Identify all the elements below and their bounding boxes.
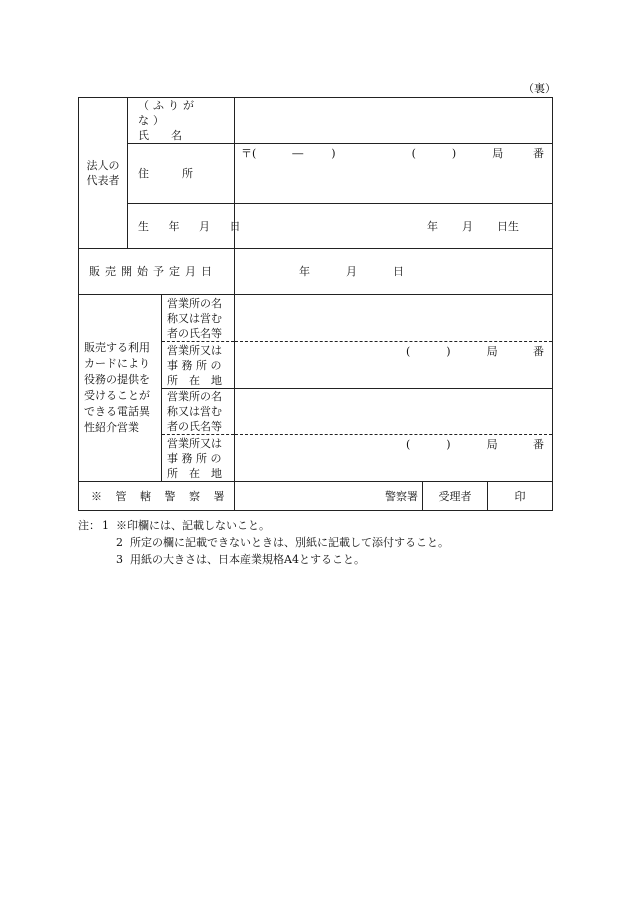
office-address-input-1[interactable] <box>235 342 553 389</box>
birth-day: 日生 <box>497 219 519 233</box>
office-address-label-1: 営業所又は 事 務 所 の 所 在 地 <box>162 342 235 389</box>
police-label: ※ 管 轄 警 察 署 <box>79 482 235 511</box>
receiver-label: 受理者 <box>438 489 472 503</box>
birth-year: 年 <box>427 219 438 233</box>
note-item-2 <box>78 534 449 551</box>
note-item-3 <box>78 551 449 568</box>
office-name-label-2: 営業所の名 称又は営む 者の氏名等 <box>162 389 235 435</box>
name-label: 氏 名 <box>138 129 182 142</box>
office-tel-open-1: ( <box>406 345 411 358</box>
name-input-cell[interactable] <box>235 98 553 144</box>
office-name-input-2[interactable] <box>235 389 553 435</box>
office-tel-kyoku-1: 局 <box>486 345 498 358</box>
postal-mark: 〒( <box>241 147 257 160</box>
birth-month: 月 <box>462 219 473 233</box>
office-address-label-2: 営業所又は 事 務 所 の 所 在 地 <box>162 435 235 482</box>
sale-start-template <box>299 264 552 279</box>
office-name-input-1[interactable] <box>235 295 553 342</box>
note-num-1: 1 <box>102 519 109 532</box>
name-label-cell <box>128 98 235 144</box>
office-tel-ban-2: 番 <box>533 438 544 451</box>
office-tel-kyoku-2: 局 <box>486 438 498 451</box>
police-station-input[interactable] <box>235 482 422 510</box>
office-tel-template-1 <box>241 344 544 359</box>
furigana-label: （ふりがな） <box>138 99 198 127</box>
page-side-label: （裏） <box>523 82 556 95</box>
address-label: 住 所 <box>128 144 235 204</box>
note-num-3: 3 <box>116 553 123 566</box>
sale-month: 月 <box>346 265 357 278</box>
police-station-suffix: 警察署 <box>385 489 418 503</box>
birth-date-template <box>427 219 552 234</box>
police-row-cell <box>235 482 553 511</box>
seal-label: 印 <box>514 489 526 503</box>
note-item-1 <box>78 517 449 534</box>
sale-day: 日 <box>393 265 404 278</box>
office-tel-template-2 <box>241 437 544 452</box>
office-tel-open-2: ( <box>406 438 411 451</box>
business-group-label: 販売する利用 カードにより 役務の提供を 受けることが できる電話異 性紹介営業 <box>79 295 162 482</box>
office-name-label-1: 営業所の名 称又は営む 者の氏名等 <box>162 295 235 342</box>
seal-cell[interactable] <box>487 482 552 510</box>
form-notes <box>78 517 449 568</box>
tel-open: ( <box>411 147 416 160</box>
office-tel-close-1: ) <box>446 345 451 358</box>
note-text-1: ※印欄には、記載しないこと。 <box>116 519 270 532</box>
address-input-cell[interactable] <box>235 144 553 204</box>
tel-close: ) <box>451 147 457 160</box>
notes-prefix: 注： <box>78 519 100 532</box>
birth-input-cell[interactable] <box>235 204 553 249</box>
representative-group-label: 法人の 代表者 <box>79 98 128 249</box>
note-text-2: 所定の欄に記載できないときは、別紙に記載して添付すること。 <box>130 536 449 549</box>
sale-start-label: 販売開始予定月日 <box>79 249 235 295</box>
sale-start-input-cell[interactable] <box>235 249 553 295</box>
postal-dash: ― <box>292 147 304 160</box>
note-text-3: 用紙の大きさは、日本産業規格A4とすること。 <box>130 553 365 566</box>
sale-year: 年 <box>299 265 310 278</box>
note-num-2: 2 <box>116 536 123 549</box>
office-address-input-2[interactable] <box>235 435 553 482</box>
address-postal-line <box>241 146 544 161</box>
postal-close: ) <box>331 147 336 160</box>
police-row-inner <box>235 482 552 510</box>
notification-form-table <box>78 97 553 511</box>
office-tel-ban-1: 番 <box>533 345 544 358</box>
birth-label: 生 年 月 日 <box>128 204 235 249</box>
office-tel-close-2: ) <box>446 438 451 451</box>
receiver-label-cell <box>422 482 487 510</box>
tel-ban: 番 <box>533 147 544 160</box>
tel-kyoku: 局 <box>492 147 504 160</box>
